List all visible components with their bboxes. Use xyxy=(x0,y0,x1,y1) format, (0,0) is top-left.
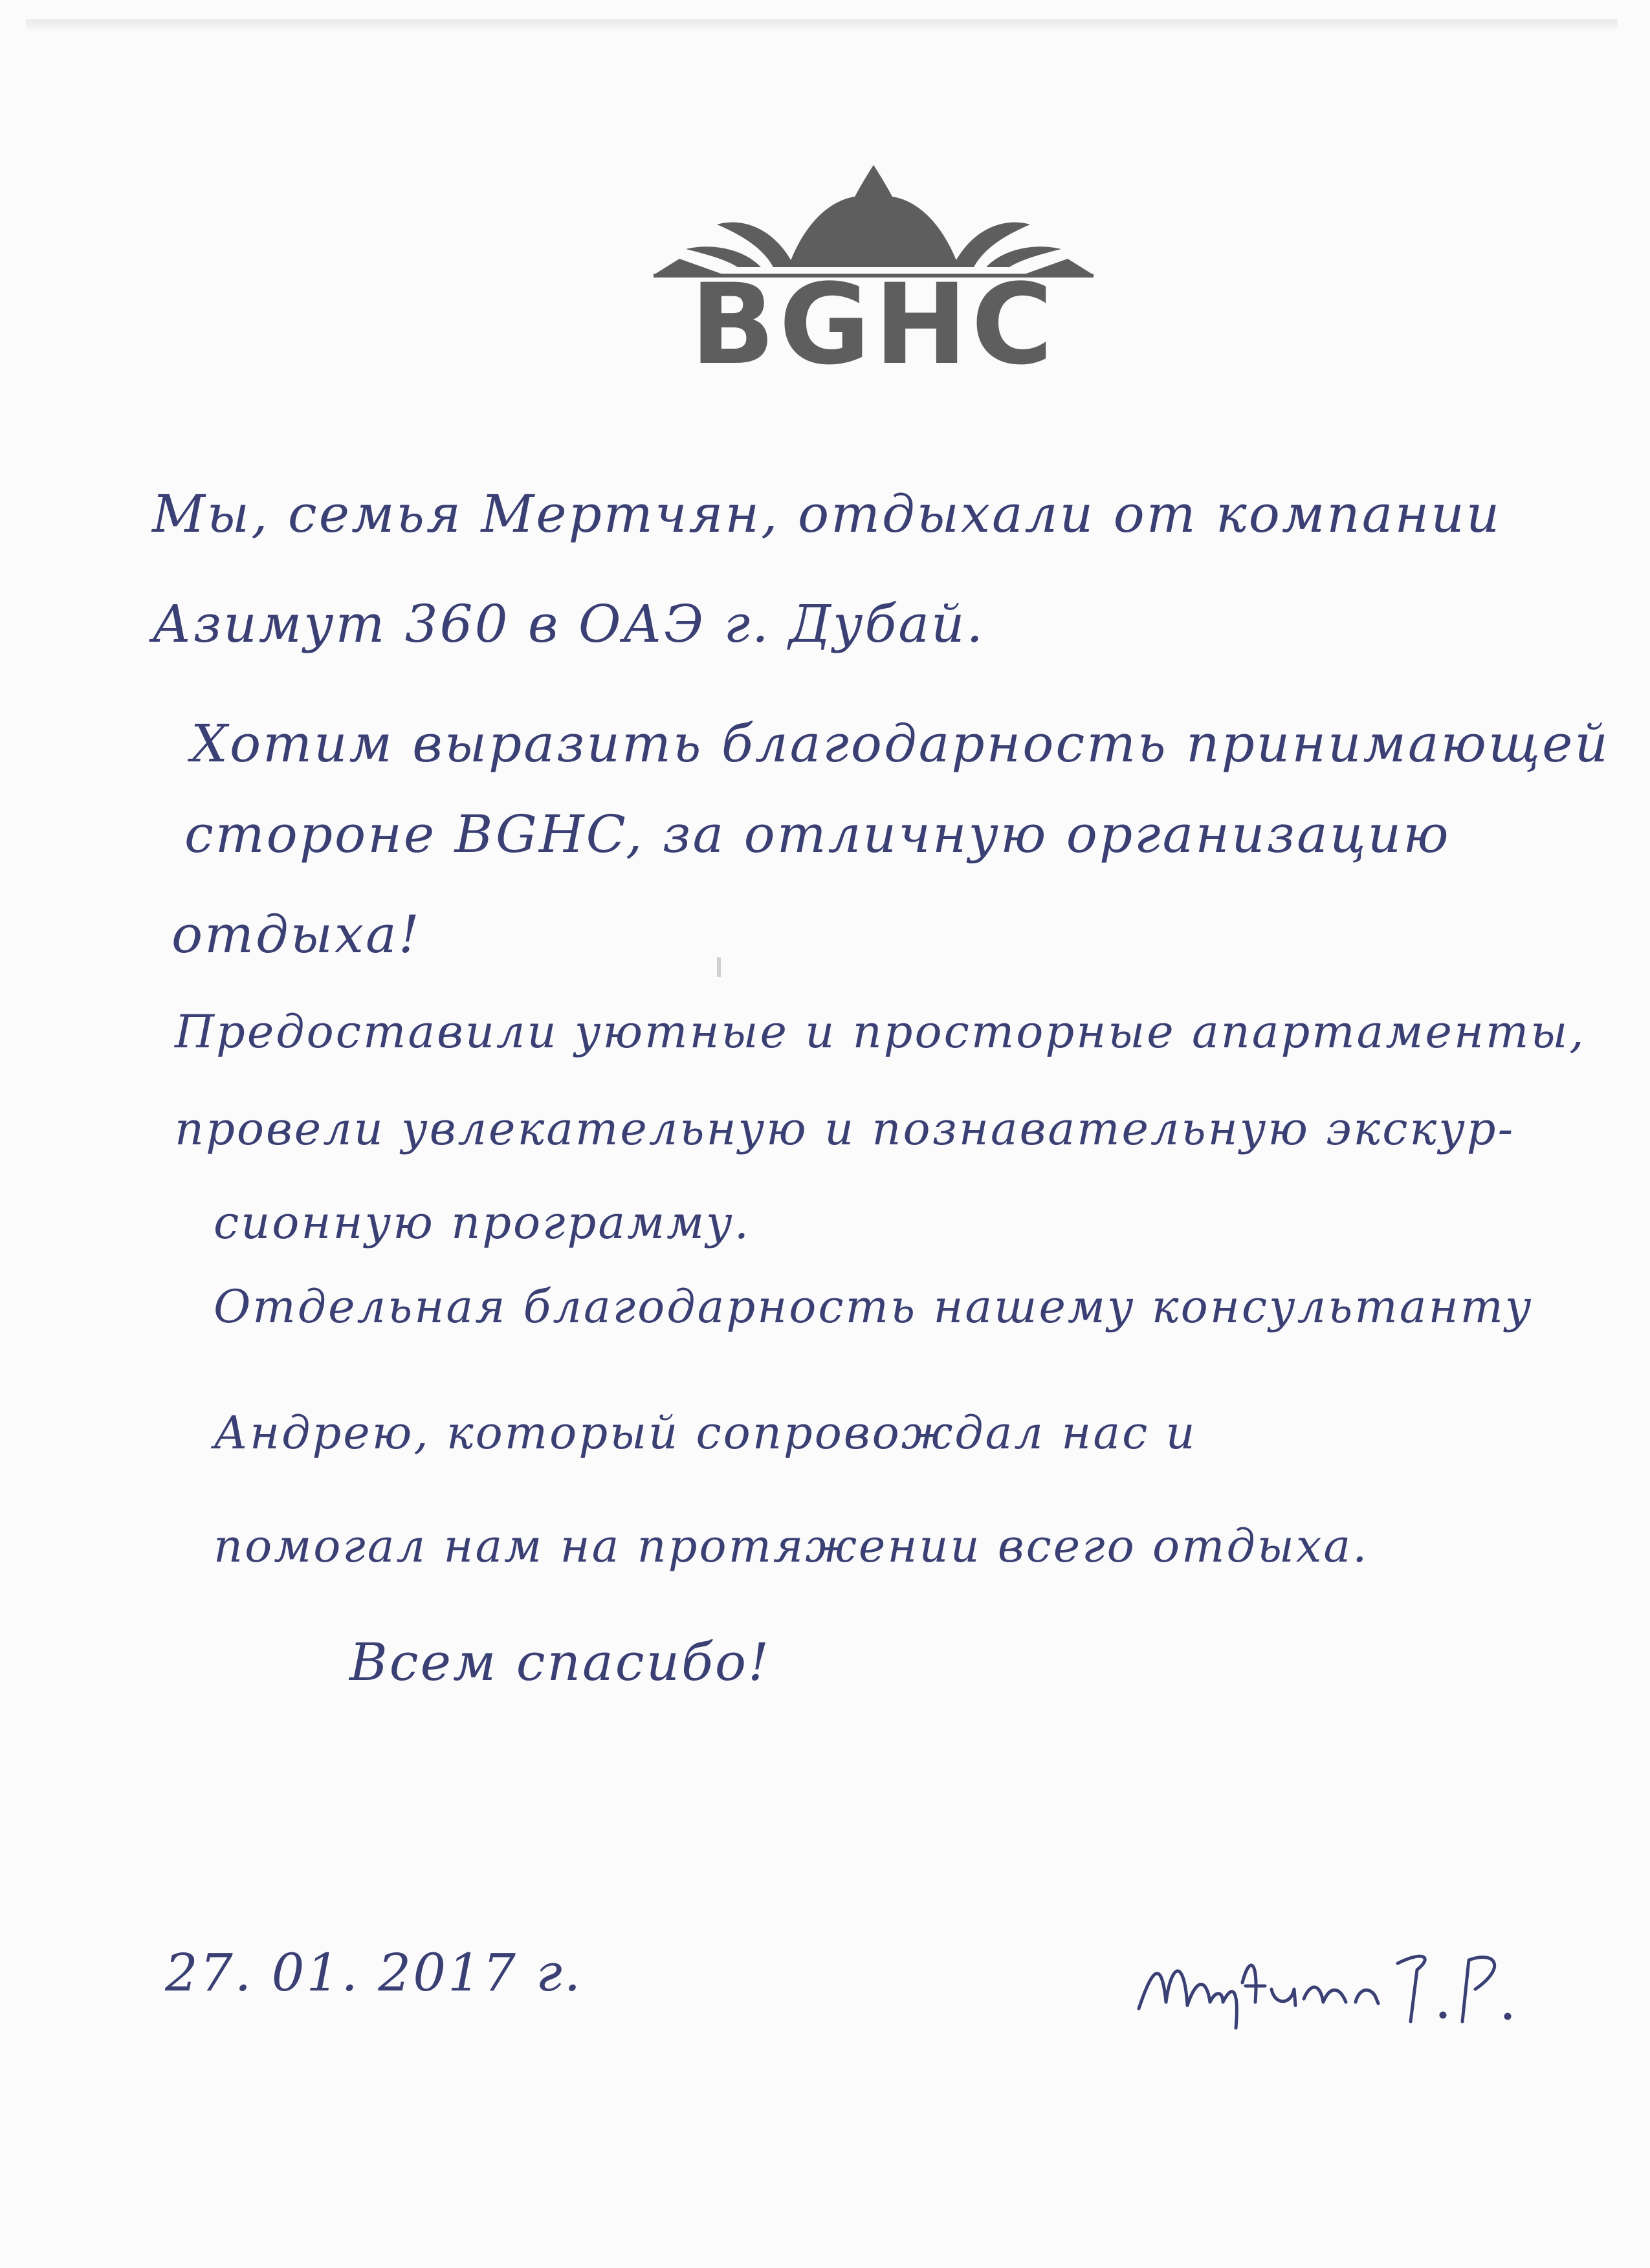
scan-edge-shadow xyxy=(26,19,1618,32)
letter-line-4: стороне BGHC, за отличную организацию xyxy=(184,804,1451,864)
letter-line-8: сионную программу. xyxy=(214,1196,751,1249)
handwritten-signature xyxy=(1126,1931,1534,2041)
letter-line-6: Предоставили уютные и просторные апартаменты, xyxy=(175,1005,1586,1058)
letter-line-10: Андрею, который сопровождал нас и xyxy=(214,1406,1197,1459)
letter-line-11: помогал нам на протяжении всего отдыха. xyxy=(214,1520,1369,1573)
scan-mark xyxy=(717,957,721,977)
letter-line-2: Азимут 360 в ОАЭ г. Дубай. xyxy=(152,594,985,654)
logo-lettering: BGHC xyxy=(690,259,1057,372)
letter-line-1: Мы, семья Мертчян, отдыхали от компании xyxy=(152,484,1502,544)
letter-line-3: Хотим выразить благодарность принимающей xyxy=(191,714,1610,774)
letter-date: 27. 01. 2017 г. xyxy=(165,1943,583,2003)
letter-line-7: провели увлекательную и познавательную экскур- xyxy=(175,1102,1515,1155)
letter-line-9: Отдельная благодарность нашему консультанту xyxy=(214,1280,1534,1333)
letter-line-12: Всем спасибо! xyxy=(349,1632,771,1692)
letter-line-5: отдыха! xyxy=(171,904,421,965)
bghc-logo xyxy=(641,152,1106,372)
